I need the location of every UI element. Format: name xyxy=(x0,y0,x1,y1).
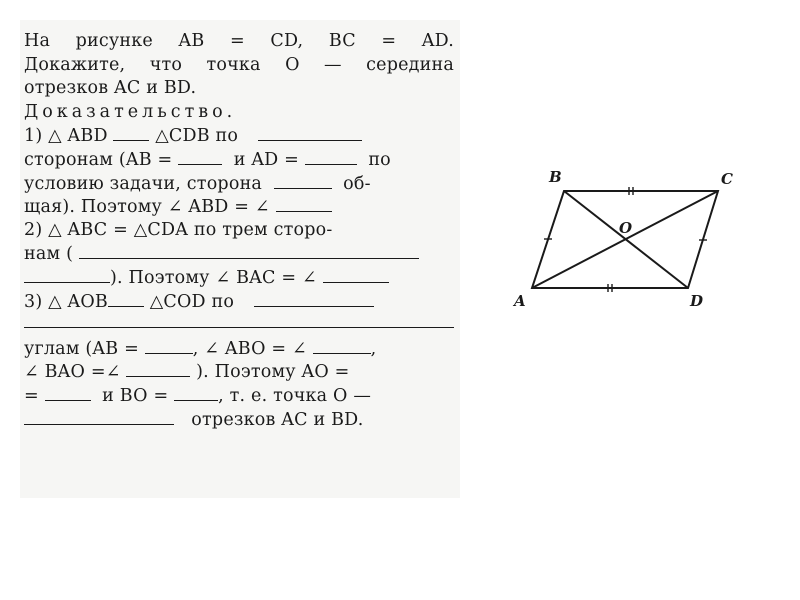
blank[interactable] xyxy=(113,124,149,141)
blank[interactable] xyxy=(45,384,91,401)
step2-line-c: ). Поэтому ∠ BAC = ∠ xyxy=(24,266,454,290)
problem-line-1: На рисунке AB = CD, BC = AD. xyxy=(24,31,454,51)
blank[interactable] xyxy=(178,148,222,165)
step3-line-f: отрезков AC и BD. xyxy=(24,408,454,432)
blank[interactable] xyxy=(174,384,218,401)
blank[interactable] xyxy=(126,360,190,377)
step3-line-b xyxy=(24,313,454,337)
proof-heading: Доказательство. xyxy=(24,101,237,122)
step1-line-d: щая). Поэтому ∠ ABD = ∠ xyxy=(24,195,454,219)
blank[interactable] xyxy=(108,290,144,307)
blank-full-line[interactable] xyxy=(24,313,454,328)
step1-line-c: условию задачи, сторона об- xyxy=(24,173,371,194)
blank[interactable] xyxy=(274,172,332,189)
problem-line-3: отрезков AC и BD. xyxy=(24,78,197,99)
vertex-label-c: C xyxy=(721,170,733,188)
step2-line-b: нам ( xyxy=(24,242,454,266)
parallelogram-figure xyxy=(505,160,750,315)
blank[interactable] xyxy=(79,242,419,259)
step2-line-a: 2) △ ABC = △CDA по трем сторо- xyxy=(24,219,333,240)
blank[interactable] xyxy=(313,337,371,354)
step1-line-b: сторонам (AB = и AD = по xyxy=(24,149,391,170)
blank[interactable] xyxy=(254,290,374,307)
step3-line-e: = и BO = , т. е. точка O — xyxy=(24,385,372,406)
step3-line-d: ∠ BAO =∠ ). Поэтому AO = xyxy=(24,362,350,383)
problem-line-2: Докажите, что точка O — середина xyxy=(24,54,454,75)
blank[interactable] xyxy=(24,408,174,425)
blank[interactable] xyxy=(323,266,389,283)
blank[interactable] xyxy=(258,124,362,141)
vertex-label-a: A xyxy=(514,292,526,310)
vertex-label-d: D xyxy=(690,292,704,310)
center-label-o: O xyxy=(619,219,633,237)
vertex-label-b: B xyxy=(549,168,562,186)
diagonal-bd xyxy=(564,191,688,288)
blank[interactable] xyxy=(305,148,357,165)
step3-line-a: 3) △ AOB △COD по xyxy=(24,290,454,314)
problem-text xyxy=(24,30,454,431)
step3-line-c: углам (AB = , ∠ ABO = ∠ , xyxy=(24,338,377,359)
step1-line-a: 1) △ ABD △CDB по xyxy=(24,124,454,148)
blank[interactable] xyxy=(276,195,332,212)
parallelogram-diagram xyxy=(505,160,750,315)
blank[interactable] xyxy=(145,337,193,354)
blank[interactable] xyxy=(24,266,110,283)
